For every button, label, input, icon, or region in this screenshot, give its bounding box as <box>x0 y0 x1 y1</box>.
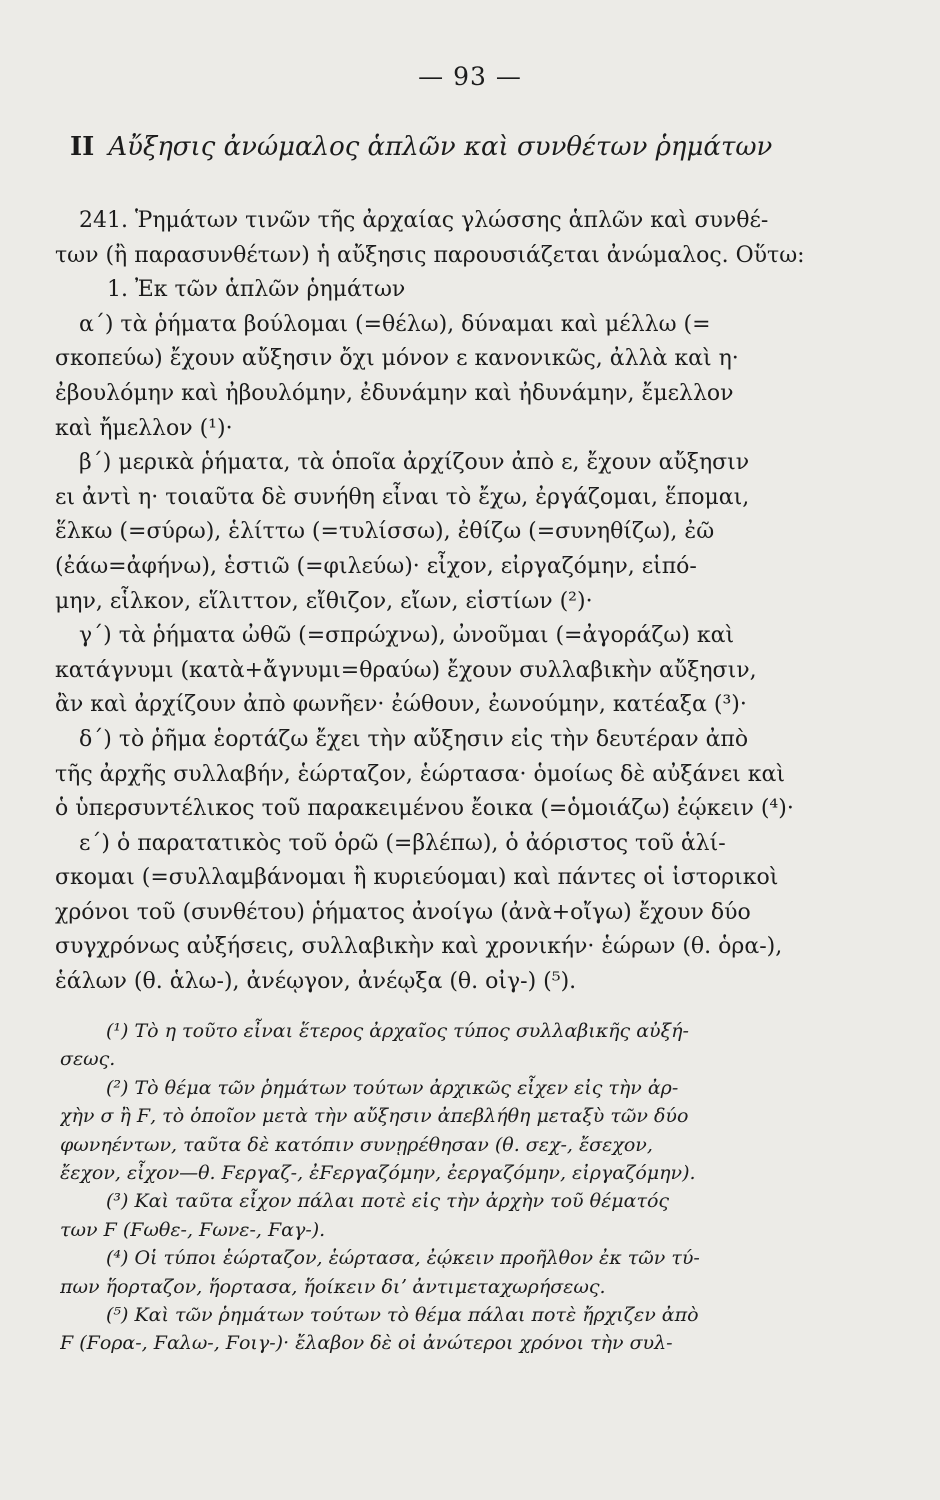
footnote-line: χὴν σ ἢ Ϝ, τὸ ὁποῖον μετὰ τὴν αὔξησιν ἀπεβλήθη μεταξὺ τῶν δύο <box>60 1105 689 1128</box>
paragraph-line: μην, εἷλκον, εἵλιττον, εἴθιζον, εἴων, εἱστίων (²)· <box>55 588 593 614</box>
footnote-line: (²) Τὸ θέμα τῶν ῥημάτων τούτων ἀρχικῶς εἶχεν εἰς τὴν ἀρ- <box>106 1076 679 1099</box>
paragraph-line: α΄) τὰ ῥήματα βούλομαι (=θέλω), δύναμαι καὶ μέλλω (= <box>79 311 711 337</box>
subheading-line: 1. Ἐκ τῶν ἁπλῶν ῥημάτων <box>107 277 406 303</box>
paragraph-line: σκοπεύω) ἔχουν αὔξησιν ὄχι μόνον ε κανονικῶς, ἀλλὰ καὶ η· <box>55 346 739 372</box>
footnote-line: (⁵) Καὶ τῶν ῥημάτων τούτων τὸ θέμα πάλαι ποτὲ ἤρχιζεν ἀπὸ <box>106 1303 699 1326</box>
paragraph-line: καὶ ἤμελλον (¹)· <box>55 415 233 441</box>
paragraph-line: χρόνοι τοῦ (συνθέτου) ῥήματος ἀνοίγω (ἀνὰ+οἴγω) ἔχουν δύο <box>55 899 751 925</box>
paragraph-line: (ἐάω=ἀφήνω), ἑστιῶ (=φιλεύω)· εἶχον, εἰργαζόμην, εἱπό- <box>55 553 697 579</box>
paragraph-line: ε΄) ὁ παρατατικὸς τοῦ ὁρῶ (=βλέπω), ὁ ἀόριστος τοῦ ἁλί- <box>79 830 726 856</box>
paragraph-line: σκομαι (=συλλαμβάνομαι ἢ κυριεύομαι) καὶ πάντες οἱ ἱστορικοὶ <box>55 865 779 891</box>
main-text <box>55 204 845 1000</box>
section-heading <box>70 132 900 162</box>
footnote-line: φωνηέντων, ταῦτα δὲ κατόπιν συνῃρέθησαν (θ. σεχ-, ἔσεχον, <box>60 1133 653 1156</box>
footnote-line: Ϝ (Ϝορα-, Ϝαλω-, Ϝοιγ-)· ἔλαβον δὲ οἱ ἀνώτεροι χρόνοι τὴν συλ- <box>60 1332 673 1355</box>
paragraph-line: των (ἢ παρασυνθέτων) ἡ αὔξησις παρουσιάζεται ἀνώμαλος. Οὕτω: <box>55 242 805 268</box>
footnote-line: (³) Καὶ ταῦτα εἶχον πάλαι ποτὲ εἰς τὴν ἀρχὴν τοῦ θέματός <box>106 1190 670 1213</box>
footnote-line: (⁴) Οἱ τύποι ἑώρταζον, ἑώρτασα, ἐῴκειν προῆλθον ἐκ τῶν τύ- <box>106 1247 700 1270</box>
footnote-line: (¹) Τὸ η τοῦτο εἶναι ἕτερος ἀρχαῖος τύπος συλλαβικῆς αὐξή- <box>106 1020 689 1042</box>
paragraph-line: ὁ ὑπερσυντέλικος τοῦ παρακειμένου ἔοικα (=ὁμοιάζω) ἐῴκειν (⁴)· <box>55 796 794 822</box>
paragraph-line: ει ἀντὶ η· τοιαῦτα δὲ συνήθη εἶναι τὸ ἔχω, ἐργάζομαι, ἕπομαι, <box>55 484 750 510</box>
paragraph-line: β΄) μερικὰ ῥήματα, τὰ ὁποῖα ἀρχίζουν ἀπὸ ε, ἔχουν αὔξησιν <box>79 450 750 476</box>
page-number: — 93 — <box>418 62 522 91</box>
paragraph-line: τῆς ἀρχῆς συλλαβήν, ἑώρταζον, ἑώρτασα· ὁμοίως δὲ αὐξάνει καὶ <box>55 761 786 787</box>
footnote-line: ἔεχον, εἶχον—θ. Ϝεργαζ-, ἐϜεργαζόμην, ἐεργαζόμην, εἰργαζόμην). <box>60 1161 696 1184</box>
footnotes <box>60 1017 845 1358</box>
footnote-line: σεως. <box>60 1048 116 1071</box>
paragraph-line: γ΄) τὰ ῥήματα ὠθῶ (=σπρώχνω), ὠνοῦμαι (=ἀγοράζω) καὶ <box>79 623 735 649</box>
paragraph-line: κατάγνυμι (κατὰ+ἄγνυμι=θραύω) ἔχουν συλλαβικὴν αὔξησιν, <box>55 657 757 683</box>
paragraph-line: ἕλκω (=σύρω), ἑλίττω (=τυλίσσω), ἐθίζω (=συνηθίζω), ἐῶ <box>55 519 715 545</box>
paragraph-line: 241. Ῥημάτων τινῶν τῆς ἀρχαίας γλώσσης ἁπλῶν καὶ συνθέ- <box>79 208 769 233</box>
section-title: Αὔξησις ἀνώμαλος ἁπλῶν καὶ συνθέτων ῥημάτων <box>108 132 773 162</box>
footnote-line: πων ἥορταζον, ἥορτασα, ἥοίκειν διʼ ἀντιμεταχωρήσεως. <box>60 1275 606 1298</box>
paragraph-line: ἐβουλόμην καὶ ἠβουλόμην, ἐδυνάμην καὶ ἠδυνάμην, ἔμελλον <box>55 380 734 406</box>
paragraph-line: ἂν καὶ ἀρχίζουν ἀπὸ φωνῆεν· ἐώθουν, ἐωνούμην, κατέαξα (³)· <box>55 692 747 718</box>
paragraph-line: δ΄) τὸ ῥῆμα ἑορτάζω ἔχει τὴν αὔξησιν εἰς τὴν δευτέραν ἀπὸ <box>79 726 749 752</box>
section-number: II <box>70 132 95 162</box>
paragraph-line: συγχρόνως αὐξήσεις, συλλαβικὴν καὶ χρονικήν· ἑώρων (θ. ὁρα-), <box>55 934 783 960</box>
footnote-line: των Ϝ (Ϝωθε-, Ϝωνε-, Ϝαγ-). <box>60 1218 326 1241</box>
paragraph-line: ἑάλων (θ. ἁλω-), ἀνέῳγον, ἀνέῳξα (θ. οἰγ-) (⁵). <box>55 969 577 995</box>
